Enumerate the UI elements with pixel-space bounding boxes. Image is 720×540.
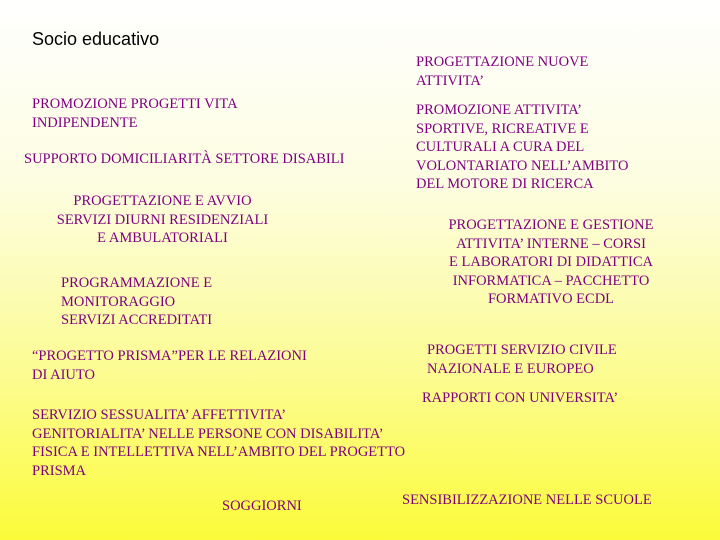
item-progettazione-gestione-attivita: PROGETTAZIONE E GESTIONE ATTIVITA’ INTERNE – CORSI E LABORATORI DI DIDATTICA INFORMATICA – PACCHETTO FORMATIVO ECDL (448, 217, 654, 307)
item-servizio-sessualita: SERVIZIO SESSUALITA’ AFFETTIVITA’ GENITORIALITA’ NELLE PERSONE CON DISABILITA’ FISICA E INTELLETTIVA NELL’AMBITO DEL PROGETTO PRISMA (32, 407, 406, 479)
slide-title: Socio educativo (32, 29, 160, 49)
item-soggiorni: SOGGIORNI (222, 498, 302, 514)
item-progetto-prisma-relazioni: “PROGETTO PRISMA”PER LE RELAZIONI DI AIUTO (32, 348, 307, 383)
item-progettazione-avvio-servizi: PROGETTAZIONE E AVVIO SERVIZI DIURNI RESIDENZIALI E AMBULATORIALI (56, 193, 269, 246)
item-sensibilizzazione-scuole: SENSIBILIZZAZIONE NELLE SCUOLE (402, 492, 652, 508)
item-supporto-domiciliarita: SUPPORTO DOMICILIARITÀ SETTORE DISABILI (24, 151, 345, 167)
item-progetti-servizio-civile: PROGETTI SERVIZIO CIVILE NAZIONALE E EUROPEO (427, 342, 617, 377)
item-progettazione-nuove-attivita: PROGETTAZIONE NUOVE ATTIVITA’ (416, 54, 589, 89)
item-promozione-progetti-vita: PROMOZIONE PROGETTI VITA INDIPENDENTE (32, 96, 238, 131)
item-rapporti-universita: RAPPORTI CON UNIVERSITA’ (422, 390, 619, 406)
item-promozione-attivita-sportive: PROMOZIONE ATTIVITA’ SPORTIVE, RICREATIVE E CULTURALI A CURA DEL VOLONTARIATO NELL’AMBITO DEL MOTORE DI RICERCA (416, 102, 629, 192)
item-programmazione-monitoraggio: PROGRAMMAZIONE E MONITORAGGIO SERVIZI ACCREDITATI (61, 275, 213, 328)
